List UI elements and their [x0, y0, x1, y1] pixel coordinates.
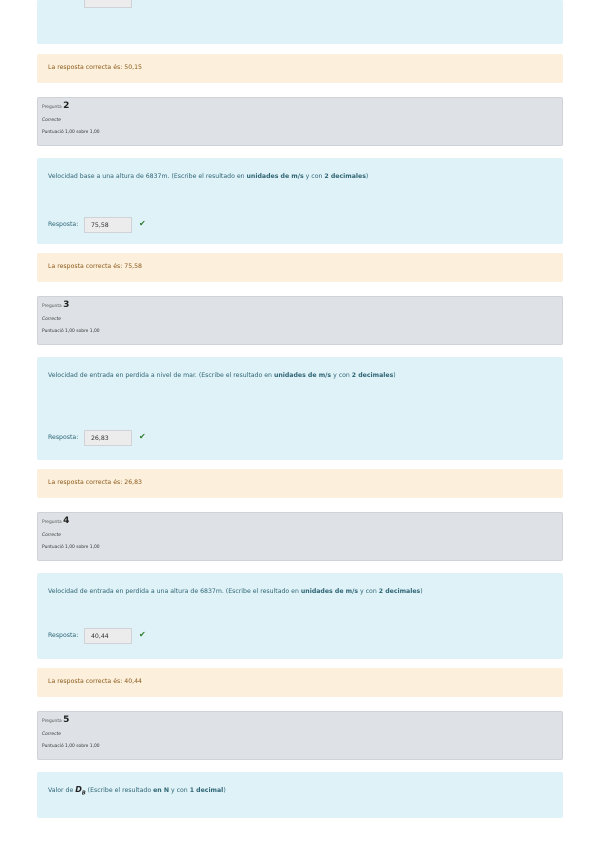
question-number: 3 [63, 300, 70, 310]
feedback-4 [37, 668, 563, 697]
feedback-text: La resposta correcta és: 40,44 [48, 678, 142, 685]
feedback-2 [37, 253, 563, 282]
question-state: Correcte [42, 118, 61, 123]
correct-check-icon: ✔ [139, 219, 146, 228]
question-text: Valor de $D_B$ (Escribe el resultado en N y con 1 decimal) [48, 785, 226, 797]
question-number: 5 [63, 715, 70, 725]
question-state: Correcte [42, 533, 61, 538]
feedback-text: La resposta correcta és: 50,15 [48, 64, 142, 71]
answer-field[interactable]: 40,44 [84, 628, 132, 644]
question-info-3 [37, 296, 563, 345]
answer-field[interactable]: 75,58 [84, 217, 132, 233]
question-number: 4 [63, 516, 70, 526]
question-label: Pregunta [42, 719, 62, 724]
question-text: Velocidad de entrada en perdida a una altura de 6837m. (Escribe el resultado en unidades de m/s y con 2 decimales) [48, 588, 423, 595]
prev-feedback [37, 54, 563, 83]
feedback-text: La resposta correcta és: 26,83 [48, 479, 142, 486]
question-state: Correcte [42, 317, 61, 322]
prev-question-content [37, 0, 563, 44]
question-text: Velocidad de entrada en perdida a nivel de mar. (Escribe el resultado en unidades de m/s y con 2 decimales) [48, 372, 396, 379]
math-symbol: $D_B$ [75, 785, 86, 797]
question-label: Pregunta [42, 304, 62, 309]
response-label: Resposta: [48, 632, 79, 639]
feedback-3 [37, 469, 563, 498]
question-info-4 [37, 512, 563, 561]
question-label: Pregunta [42, 520, 62, 525]
question-info-2 [37, 97, 563, 146]
prev-answer-field[interactable] [84, 0, 132, 8]
question-state: Correcte [42, 732, 61, 737]
question-label: Pregunta [42, 105, 62, 110]
question-content-3 [37, 357, 563, 460]
question-score: Puntuació 1,00 sobre 1,00 [42, 545, 100, 550]
question-score: Puntuació 1,00 sobre 1,00 [42, 744, 100, 749]
question-content-5 [37, 772, 563, 818]
question-score: Puntuació 1,00 sobre 1,00 [42, 329, 100, 334]
question-score: Puntuació 1,00 sobre 1,00 [42, 130, 100, 135]
feedback-text: La resposta correcta és: 75,58 [48, 263, 142, 270]
answer-field[interactable]: 26,83 [84, 430, 132, 446]
correct-check-icon: ✔ [139, 630, 146, 639]
question-content-4 [37, 573, 563, 659]
response-label: Resposta: [48, 221, 79, 228]
question-text: Velocidad base a una altura de 6837m. (Escribe el resultado en unidades de m/s y con 2 decimales) [48, 173, 369, 180]
question-number: 2 [63, 101, 70, 111]
correct-check-icon: ✔ [139, 432, 146, 441]
question-content-2 [37, 158, 563, 244]
question-info-5 [37, 711, 563, 760]
response-label: Resposta: [48, 434, 79, 441]
